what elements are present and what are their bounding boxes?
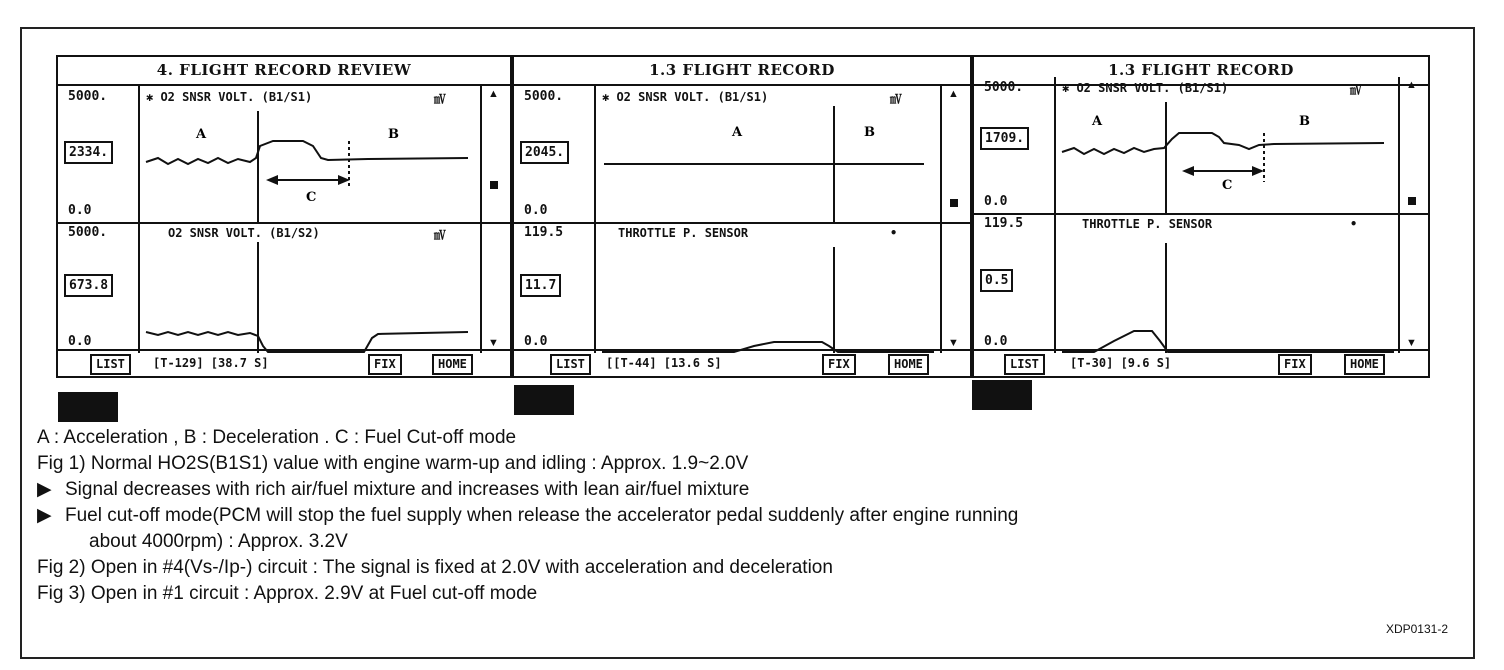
scale-max: 5000. xyxy=(68,89,108,104)
bottom-panel xyxy=(974,213,1428,353)
plot-area xyxy=(1054,213,1400,353)
scroll-thumb-icon[interactable] xyxy=(490,181,498,189)
bottom-panel xyxy=(514,222,970,353)
fix-button[interactable]: FIX xyxy=(822,354,856,375)
bullet-arrow-icon: ▶ xyxy=(37,479,52,500)
home-button[interactable]: HOME xyxy=(432,354,473,375)
waveform-plot xyxy=(594,222,940,353)
footer-bar xyxy=(974,349,1428,376)
bottom-panel xyxy=(58,222,510,353)
scale-column xyxy=(514,222,596,353)
record-info: [T-30] [9.6 S] xyxy=(1070,356,1172,370)
black-marker xyxy=(58,392,118,422)
scroll-up-icon[interactable]: ▲ xyxy=(948,88,959,100)
current-value: 2334. xyxy=(64,141,113,164)
current-value: 0.5 xyxy=(980,269,1013,292)
plot-area xyxy=(594,86,942,222)
scroll-up-icon[interactable]: ▲ xyxy=(488,88,499,100)
list-button[interactable]: LIST xyxy=(550,354,591,375)
label-b: B xyxy=(864,125,875,140)
scroll-down-icon[interactable]: ▼ xyxy=(1406,337,1417,349)
scale-max: 5000. xyxy=(68,225,108,240)
scale-column xyxy=(974,77,1056,213)
scroll-thumb-icon[interactable] xyxy=(950,199,958,207)
record-info: [T-129] [38.7 S] xyxy=(153,356,269,370)
footer-bar xyxy=(514,349,970,376)
scale-min: 0.0 xyxy=(984,334,1008,349)
label-a: A xyxy=(1092,114,1103,129)
scroll-down-icon[interactable]: ▼ xyxy=(948,337,959,349)
scale-max: 119.5 xyxy=(524,225,564,240)
top-panel xyxy=(974,77,1428,215)
top-panel xyxy=(514,86,970,224)
scale-column xyxy=(974,213,1056,353)
o2-waveform xyxy=(1062,133,1384,154)
footer-bar xyxy=(58,349,510,376)
arrow-left-head xyxy=(1182,166,1194,176)
scale-max: 5000. xyxy=(524,89,564,104)
scale-column xyxy=(58,86,140,222)
home-button[interactable]: HOME xyxy=(888,354,929,375)
plot-area xyxy=(1054,77,1400,213)
bullet-text: Fuel cut-off mode(PCM will stop the fuel supply when release the accelerator pedal suddenly after engine running xyxy=(65,505,1019,526)
scroll-column[interactable] xyxy=(1398,77,1428,213)
plot-area xyxy=(138,86,482,222)
signal-name: THROTTLE P. SENSOR xyxy=(618,226,749,240)
figure-code: XDP0131-2 xyxy=(1385,622,1448,636)
scroll-column[interactable] xyxy=(480,86,510,222)
scroll-thumb-icon[interactable] xyxy=(1408,197,1416,205)
list-button[interactable]: LIST xyxy=(90,354,131,375)
signal-name: ✱ O2 SNSR VOLT. (B1/S1) xyxy=(1062,81,1229,95)
fig3-note: Fig 3) Open in #1 circuit : Approx. 2.9V at Fuel cut-off mode xyxy=(37,583,538,604)
waveform-plot xyxy=(138,86,480,222)
signal-name: O2 SNSR VOLT. (B1/S2) xyxy=(168,226,320,240)
screen-1 xyxy=(56,55,512,378)
scale-max: 5000. xyxy=(984,80,1024,95)
screen-title: 1.3 FLIGHT RECORD xyxy=(974,57,1428,86)
fig2-note: Fig 2) Open in #4(Vs-/Ip-) circuit : The signal is fixed at 2.0V with acceleration and deceleration xyxy=(37,557,833,578)
signal-name: ✱ O2 SNSR VOLT. (B1/S1) xyxy=(146,90,313,104)
unit-label: ㎷ xyxy=(434,92,447,106)
scale-min: 0.0 xyxy=(984,194,1008,209)
record-info: [[T-44] [13.6 S] xyxy=(606,356,722,370)
waveform-plot xyxy=(1054,213,1398,353)
scale-min: 0.0 xyxy=(68,334,92,349)
top-panel xyxy=(58,86,510,224)
scale-column xyxy=(58,222,140,353)
scroll-column[interactable] xyxy=(940,222,970,353)
label-b: B xyxy=(388,127,399,142)
bullet-item xyxy=(37,477,1018,503)
black-marker xyxy=(514,385,574,415)
unit-label: • xyxy=(890,226,898,240)
label-a: A xyxy=(196,127,207,142)
scale-column xyxy=(514,86,596,222)
waveform-plot xyxy=(1054,77,1398,213)
scroll-down-icon[interactable]: ▼ xyxy=(488,337,499,349)
fix-button[interactable]: FIX xyxy=(1278,354,1312,375)
legend-line: A : Acceleration , B : Deceleration . C : Fuel Cut-off mode xyxy=(37,427,517,448)
scale-min: 0.0 xyxy=(68,203,92,218)
label-c: C xyxy=(1222,178,1233,193)
unit-label: ㎷ xyxy=(890,92,903,106)
plot-area xyxy=(594,222,942,353)
screen-title: 1.3 FLIGHT RECORD xyxy=(514,57,970,86)
screen-3 xyxy=(972,55,1430,378)
unit-label: ㎷ xyxy=(434,228,447,242)
scale-min: 0.0 xyxy=(524,203,548,218)
waveform-plot xyxy=(594,86,940,222)
screen-title: 4. FLIGHT RECORD REVIEW xyxy=(58,57,510,86)
current-value: 673.8 xyxy=(64,274,113,297)
signal-name: ✱ O2 SNSR VOLT. (B1/S1) xyxy=(602,90,769,104)
screen-2 xyxy=(512,55,972,378)
waveform-plot xyxy=(138,222,480,353)
o2-waveform xyxy=(146,141,468,164)
fix-button[interactable]: FIX xyxy=(368,354,402,375)
unit-label: • xyxy=(1350,217,1358,231)
bullet-item xyxy=(37,503,1018,529)
scroll-column[interactable] xyxy=(940,86,970,222)
notes-block xyxy=(37,425,1018,607)
scale-min: 0.0 xyxy=(524,334,548,349)
label-b: B xyxy=(1299,114,1310,129)
scroll-column[interactable] xyxy=(480,222,510,353)
black-marker xyxy=(972,380,1032,410)
label-a: A xyxy=(732,125,743,140)
bullet-arrow-icon: ▶ xyxy=(37,505,52,526)
arrow-right-head xyxy=(1252,166,1264,176)
current-value: 2045. xyxy=(520,141,569,164)
bullet-text: Signal decreases with rich air/fuel mixture and increases with lean air/fuel mixture xyxy=(65,479,750,500)
label-c: C xyxy=(306,190,317,205)
scale-max: 119.5 xyxy=(984,216,1024,231)
unit-label: ㎷ xyxy=(1350,83,1363,97)
signal-name: THROTTLE P. SENSOR xyxy=(1082,217,1213,231)
scroll-up-icon[interactable]: ▲ xyxy=(1406,79,1417,91)
plot-area xyxy=(138,222,482,353)
home-button[interactable]: HOME xyxy=(1344,354,1385,375)
arrow-left-head xyxy=(266,175,278,185)
bullet-continuation: about 4000rpm) : Approx. 3.2V xyxy=(89,531,348,552)
list-button[interactable]: LIST xyxy=(1004,354,1045,375)
current-value: 11.7 xyxy=(520,274,561,297)
current-value: 1709. xyxy=(980,127,1029,150)
fig1-note: Fig 1) Normal HO2S(B1S1) value with engine warm-up and idling : Approx. 1.9~2.0V xyxy=(37,453,749,474)
scroll-column[interactable] xyxy=(1398,213,1428,353)
